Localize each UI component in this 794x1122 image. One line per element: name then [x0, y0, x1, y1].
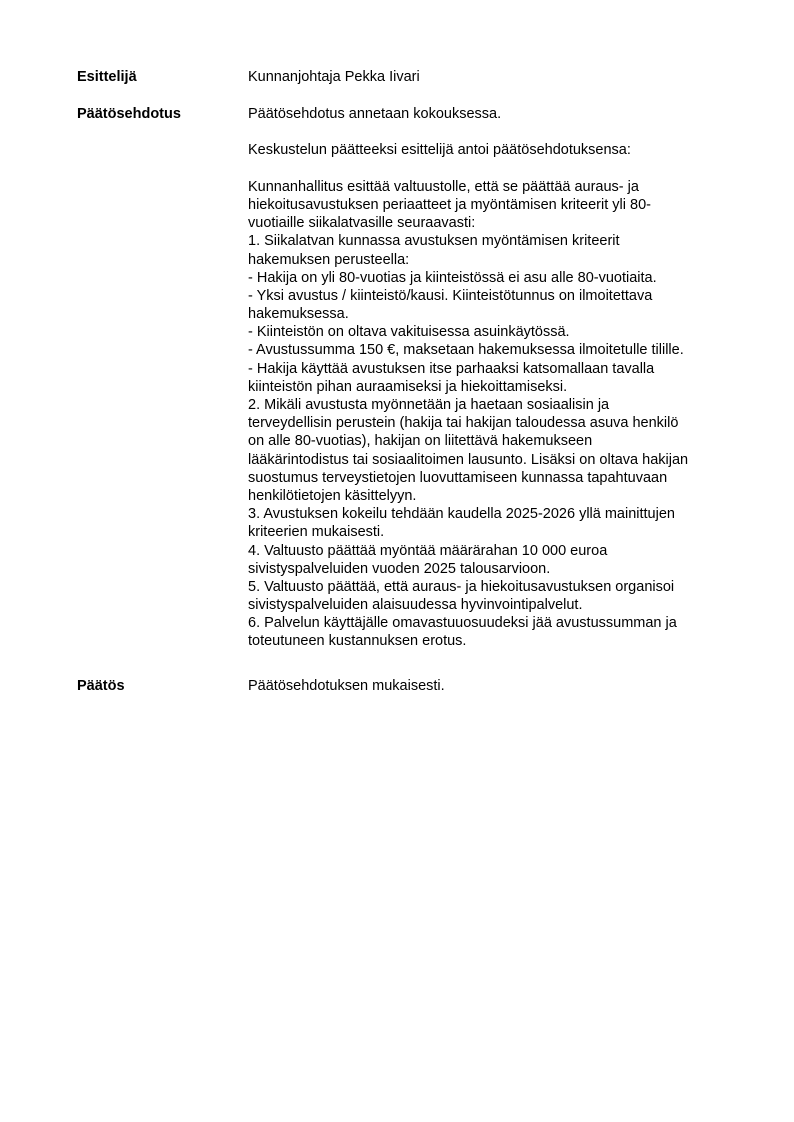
paatosehdotus-content — [248, 105, 748, 651]
ehdotus-line: 5. Valtuusto päättää, että auraus- ja hiekoitusavustuksen organisoi — [248, 578, 675, 595]
ehdotus-line: 2. Mikäli avustusta myönnetään ja haetaan sosiaalisin ja — [248, 397, 610, 413]
esittelija-value: Kunnanjohtaja Pekka Iivari — [248, 69, 420, 85]
ehdotus-line: hakemuksen perusteella: — [248, 251, 410, 268]
ehdotus-line: toteutuneen kustannuksen erotus. — [248, 633, 467, 650]
ehdotus-line: - Hakija on yli 80-vuotias ja kiinteistössä ei asu alle 80-vuotiaita. — [248, 269, 657, 286]
ehdotus-line: - Yksi avustus / kiinteistö/kausi. Kiinteistötunnus on ilmoitettava — [248, 287, 653, 304]
ehdotus-line: henkilötietojen käsittelyyn. — [248, 487, 417, 504]
ehdotus-line: 4. Valtuusto päättää myöntää määrärahan 10 000 euroa — [248, 542, 608, 559]
ehdotus-line: lääkärintodistus tai sosiaalitoimen lausunto. Lisäksi on oltava hakijan — [248, 451, 689, 468]
ehdotus-line: terveydellisin perustein (hakija tai hakijan taloudessa asuva henkilö — [248, 415, 679, 432]
ehdotus-line: - Hakija käyttää avustuksen itse parhaaksi katsomallaan tavalla — [248, 360, 655, 377]
ehdotus-line: 3. Avustuksen kokeilu tehdään kaudella 2025-2026 yllä mainittujen — [248, 506, 675, 523]
ehdotus-line: 1. Siikalatvan kunnassa avustuksen myöntämisen kriteerit — [248, 233, 620, 250]
paragraph-gap — [248, 160, 748, 178]
paatos-value: Päätösehdotuksen mukaisesti. — [248, 678, 445, 694]
ehdotus-line: suostumus terveystietojen luovuttamiseen kunnassa tapahtuvaan — [248, 469, 668, 486]
esittelija-text — [248, 68, 748, 86]
ehdotus-line: sivistyspalveluiden vuoden 2025 talousarvioon. — [248, 560, 551, 577]
ehdotus-intro: Päätösehdotus annetaan kokouksessa. — [248, 106, 502, 122]
keskustelu-text: Keskustelun päätteeksi esittelijä antoi päätösehdotuksensa: — [248, 142, 631, 159]
ehdotus-line: kriteerien mukaisesti. — [248, 524, 385, 541]
paatos-text — [248, 677, 748, 695]
ehdotus-line: hakemuksessa. — [248, 306, 349, 323]
paragraph-gap — [248, 123, 748, 141]
ehdotus-line: hiekoitusavustuksen periaatteet ja myöntämisen kriteerit yli 80- — [248, 196, 651, 213]
ehdotus-line: vuotiaille siikalatvasille seuraavasti: — [248, 215, 476, 232]
ehdotus-line: - Avustussumma 150 €, maksetaan hakemuksessa ilmoitetulle tilille. — [248, 342, 684, 359]
ehdotus-line: sivistyspalveluiden alaisuudessa hyvinvointipalvelut. — [248, 597, 583, 614]
ehdotus-body — [248, 178, 748, 651]
ehdotus-line: kiinteistön pihan auraamiseksi ja hiekoittamiseksi. — [248, 378, 568, 395]
ehdotus-line: Kunnanhallitus esittää valtuustolle, että se päättää auraus- ja — [248, 178, 639, 195]
ehdotus-line: on alle 80-vuotias), hakijan on liitettävä hakemukseen — [248, 433, 593, 450]
paatosehdotus-label: Päätösehdotus — [77, 106, 181, 122]
paatos-label: Päätös — [77, 678, 125, 694]
ehdotus-line: 6. Palvelun käyttäjälle omavastuuosuudeksi jää avustussumman ja — [248, 615, 677, 632]
ehdotus-line: - Kiinteistön on oltava vakituisessa asuinkäytössä. — [248, 324, 570, 341]
esittelija-label: Esittelijä — [77, 69, 137, 85]
